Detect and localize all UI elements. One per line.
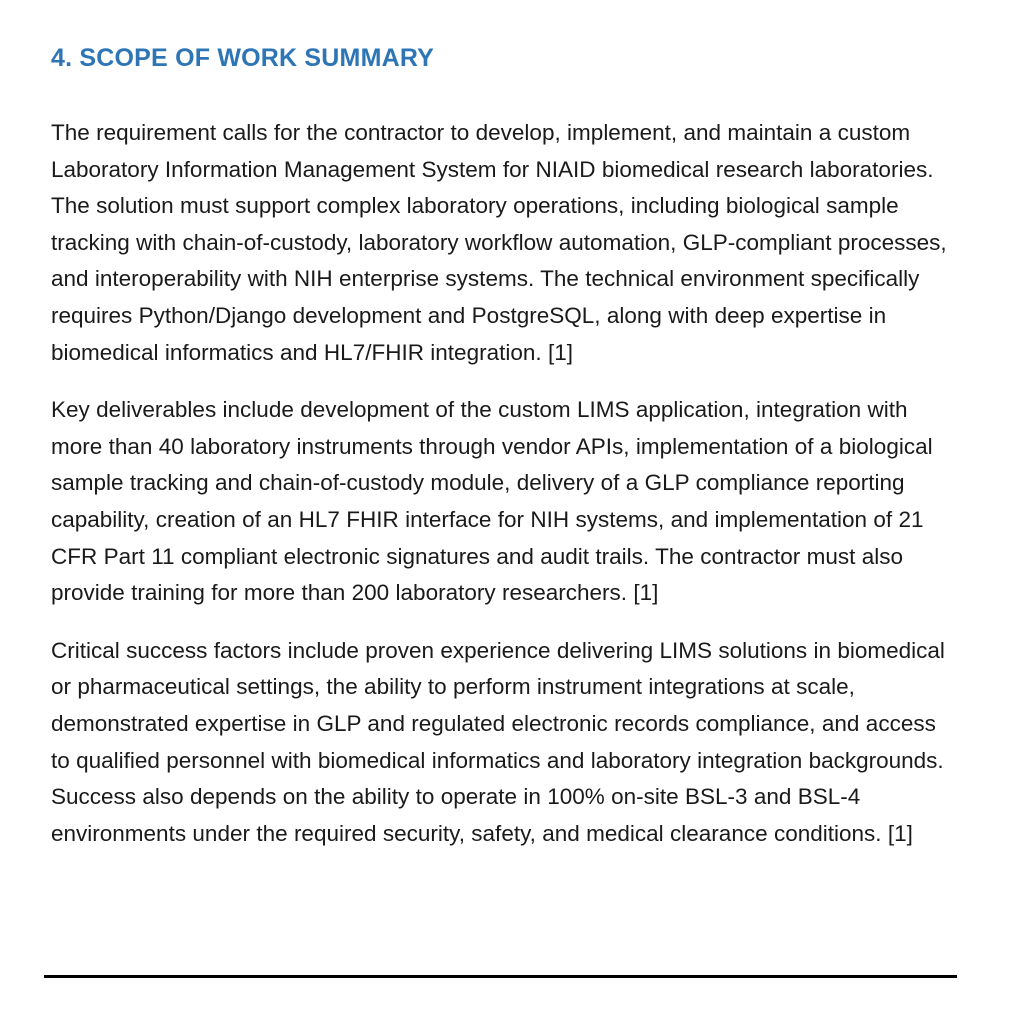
document-content (51, 0, 947, 852)
paragraph-key-deliverables: Key deliverables include development of the custom LIMS application, integration with more than 40 laboratory instruments through vendor APIs, implementation of a biological sample tracking and chain-of-custody module, delivery of a GLP compliance reporting capability, creation of an HL7 FHIR interface for NIH systems, and implementation of 21 CFR Part 11 compliant electronic signatures and audit trails. The contractor must also provide training for more than 200 laboratory researchers. [1] (51, 397, 933, 606)
paragraph-requirement-overview: The requirement calls for the contractor to develop, implement, and maintain a custom Laboratory Information Management System for NIAID biomedical research laboratories. The solution must support complex laboratory operations, including biological sample tracking with chain-of-custody, laboratory workflow automation, GLP-compliant processes, and interoperability with NIH enterprise systems. The technical environment specifically requires Python/Django development and PostgreSQL, along with deep expertise in biomedical informatics and HL7/FHIR integration. [1] (51, 120, 947, 365)
section-divider (44, 975, 957, 978)
page-title: 4. SCOPE OF WORK SUMMARY (51, 44, 435, 72)
paragraph-critical-success-factors: Critical success factors include proven experience delivering LIMS solutions in biomedical or pharmaceutical settings, the ability to perform instrument integrations at scale, demonstrated expertise in GLP and regulated electronic records compliance, and access to qualified personnel with biomedical informatics and laboratory integration backgrounds. Success also depends on the ability to operate in 100% on-site BSL-3 and BSL-4 environments under the required security, safety, and medical clearance conditions. [1] (51, 637, 945, 846)
